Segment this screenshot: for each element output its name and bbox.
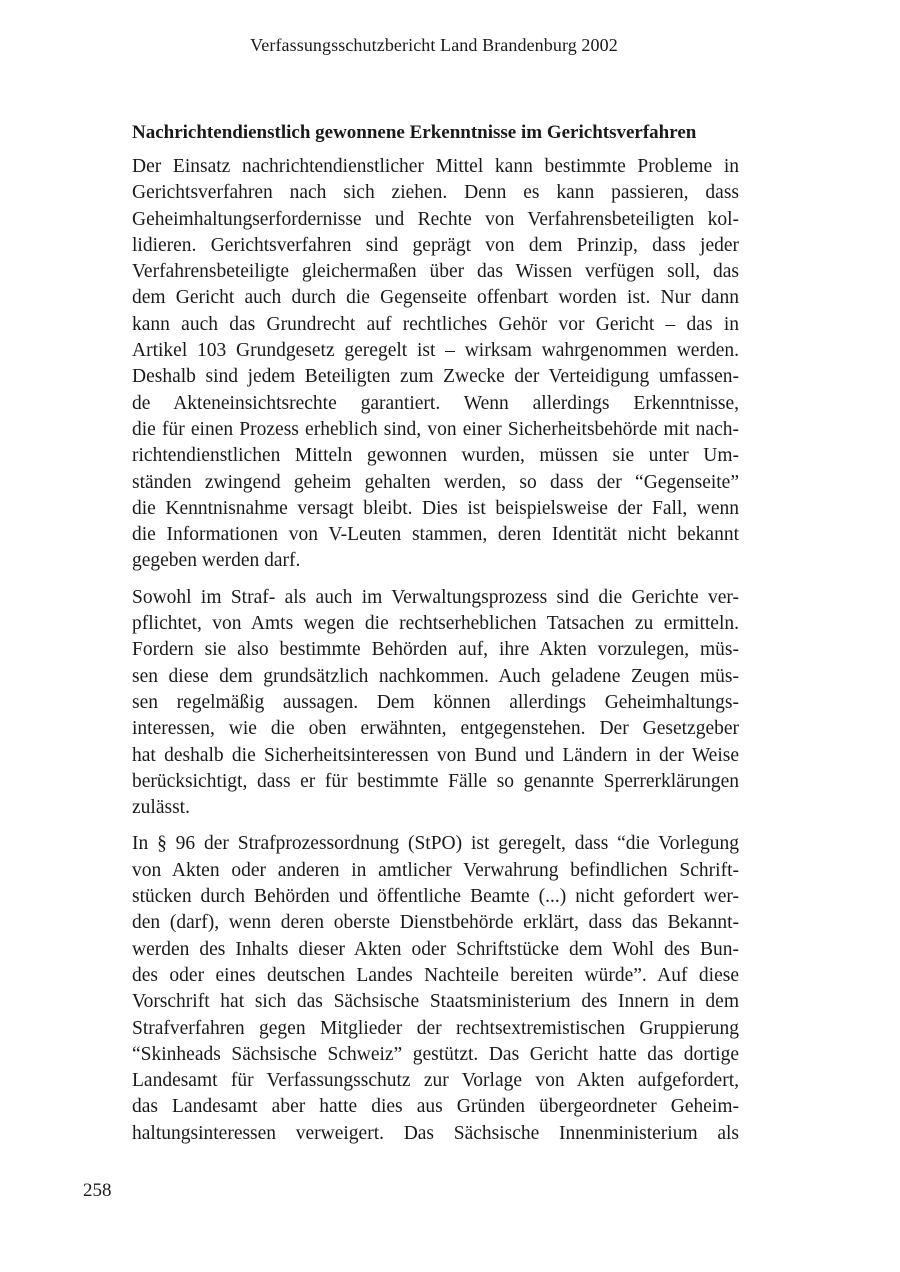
page-number: 258 — [83, 1180, 112, 1201]
paragraph-3 — [132, 831, 739, 1147]
text-line: die für einen Prozess erheblich sind, von einer Sicherheitsbehörde mit nach- — [132, 418, 739, 440]
text-line: gegeben werden darf. — [132, 550, 301, 572]
text-line: lidieren. Gerichtsverfahren sind geprägt von dem Prinzip, dass jeder — [132, 234, 739, 256]
text-line: stücken durch Behörden und öffentliche Beamte (...) nicht gefordert wer- — [132, 886, 739, 908]
text-line: Verfahrensbeteiligte gleichermaßen über das Wissen verfügen soll, das — [132, 261, 739, 283]
text-line: berücksichtigt, dass er für bestimmte Fälle so genannte Sperrerklärungen — [132, 770, 739, 792]
text-line: Geheimhaltungserfordernisse und Rechte von Verfahrensbeteiligten kol- — [132, 208, 739, 230]
text-line: Deshalb sind jedem Beteiligten zum Zwecke der Verteidigung umfassen- — [132, 366, 739, 388]
text-line: Fordern sie also bestimmte Behörden auf, ihre Akten vorzulegen, müs- — [132, 639, 739, 661]
text-line: werden des Inhalts dieser Akten oder Schriftstücke dem Wohl des Bun- — [132, 938, 739, 960]
text-line: hat deshalb die Sicherheitsinteressen von Bund und Ländern in der Weise — [132, 744, 739, 766]
text-line: Landesamt für Verfassungsschutz zur Vorlage von Akten aufgefordert, — [132, 1070, 739, 1092]
text-line: die Informationen von V-Leuten stammen, deren Identität nicht bekannt — [132, 524, 739, 546]
text-line: haltungsinteressen verweigert. Das Sächsische Innenministerium als — [132, 1122, 739, 1144]
running-header: Verfassungsschutzbericht Land Brandenburg 2002 — [250, 35, 618, 55]
section-heading: Nachrichtendienstlich gewonnene Erkenntnisse im Gerichtsverfahren — [132, 122, 697, 143]
text-line: Strafverfahren gegen Mitglieder der rechtsextremistischen Gruppierung — [132, 1017, 739, 1039]
text-line: zulässt. — [132, 797, 190, 819]
text-line: den (darf), wenn deren oberste Dienstbehörde erklärt, dass das Bekannt- — [132, 912, 739, 934]
text-line: ständen zwingend geheim gehalten werden, so dass der “Gegenseite” — [132, 471, 739, 493]
text-line: Der Einsatz nachrichtendienstlicher Mittel kann bestimmte Probleme in — [132, 156, 739, 177]
text-line: das Landesamt aber hatte dies aus Gründen übergeordneter Geheim- — [132, 1096, 739, 1118]
text-line: interessen, wie die oben erwähnten, entgegenstehen. Der Gesetzgeber — [132, 718, 739, 740]
paragraph-2 — [132, 585, 739, 822]
text-line: pflichtet, von Amts wegen die rechtserheblichen Tatsachen zu ermitteln. — [132, 613, 739, 635]
paragraph-1 — [132, 154, 739, 575]
text-line: dem Gericht auch durch die Gegenseite offenbart worden ist. Nur dann — [132, 287, 739, 309]
text-line: richtendienstlichen Mitteln gewonnen wurden, müssen sie unter Um- — [132, 445, 739, 467]
text-line: von Akten oder anderen in amtlicher Verwahrung befindlichen Schrift- — [132, 859, 739, 881]
text-line: kann auch das Grundrecht auf rechtliches Gehör vor Gericht – das in — [132, 313, 739, 335]
text-line: “Skinheads Sächsische Schweiz” gestützt. Das Gericht hatte das dortige — [132, 1043, 739, 1065]
text-line: Gerichtsverfahren nach sich ziehen. Denn es kann passieren, dass — [132, 182, 739, 204]
text-line: Vorschrift hat sich das Sächsische Staatsministerium des Innern in dem — [132, 991, 739, 1013]
text-line: Sowohl im Straf- als auch im Verwaltungsprozess sind die Gerichte ver- — [132, 586, 739, 608]
text-line: die Kenntnisnahme versagt bleibt. Dies ist beispielsweise der Fall, wenn — [132, 497, 739, 519]
text-line: Artikel 103 Grundgesetz geregelt ist – wirksam wahrgenommen werden. — [132, 340, 739, 362]
page-body — [132, 120, 739, 1157]
text-line: des oder eines deutschen Landes Nachteile bereiten würde”. Auf diese — [132, 964, 739, 986]
text-line: sen regelmäßig aussagen. Dem können allerdings Geheimhaltungs- — [132, 691, 739, 713]
text-line: sen diese dem grundsätzlich nachkommen. Auch geladene Zeugen müs- — [132, 665, 739, 687]
text-line: de Akteneinsichtsrechte garantiert. Wenn allerdings Erkenntnisse, — [132, 392, 739, 414]
text-line: In § 96 der Strafprozessordnung (StPO) ist geregelt, dass “die Vorlegung — [132, 833, 739, 855]
